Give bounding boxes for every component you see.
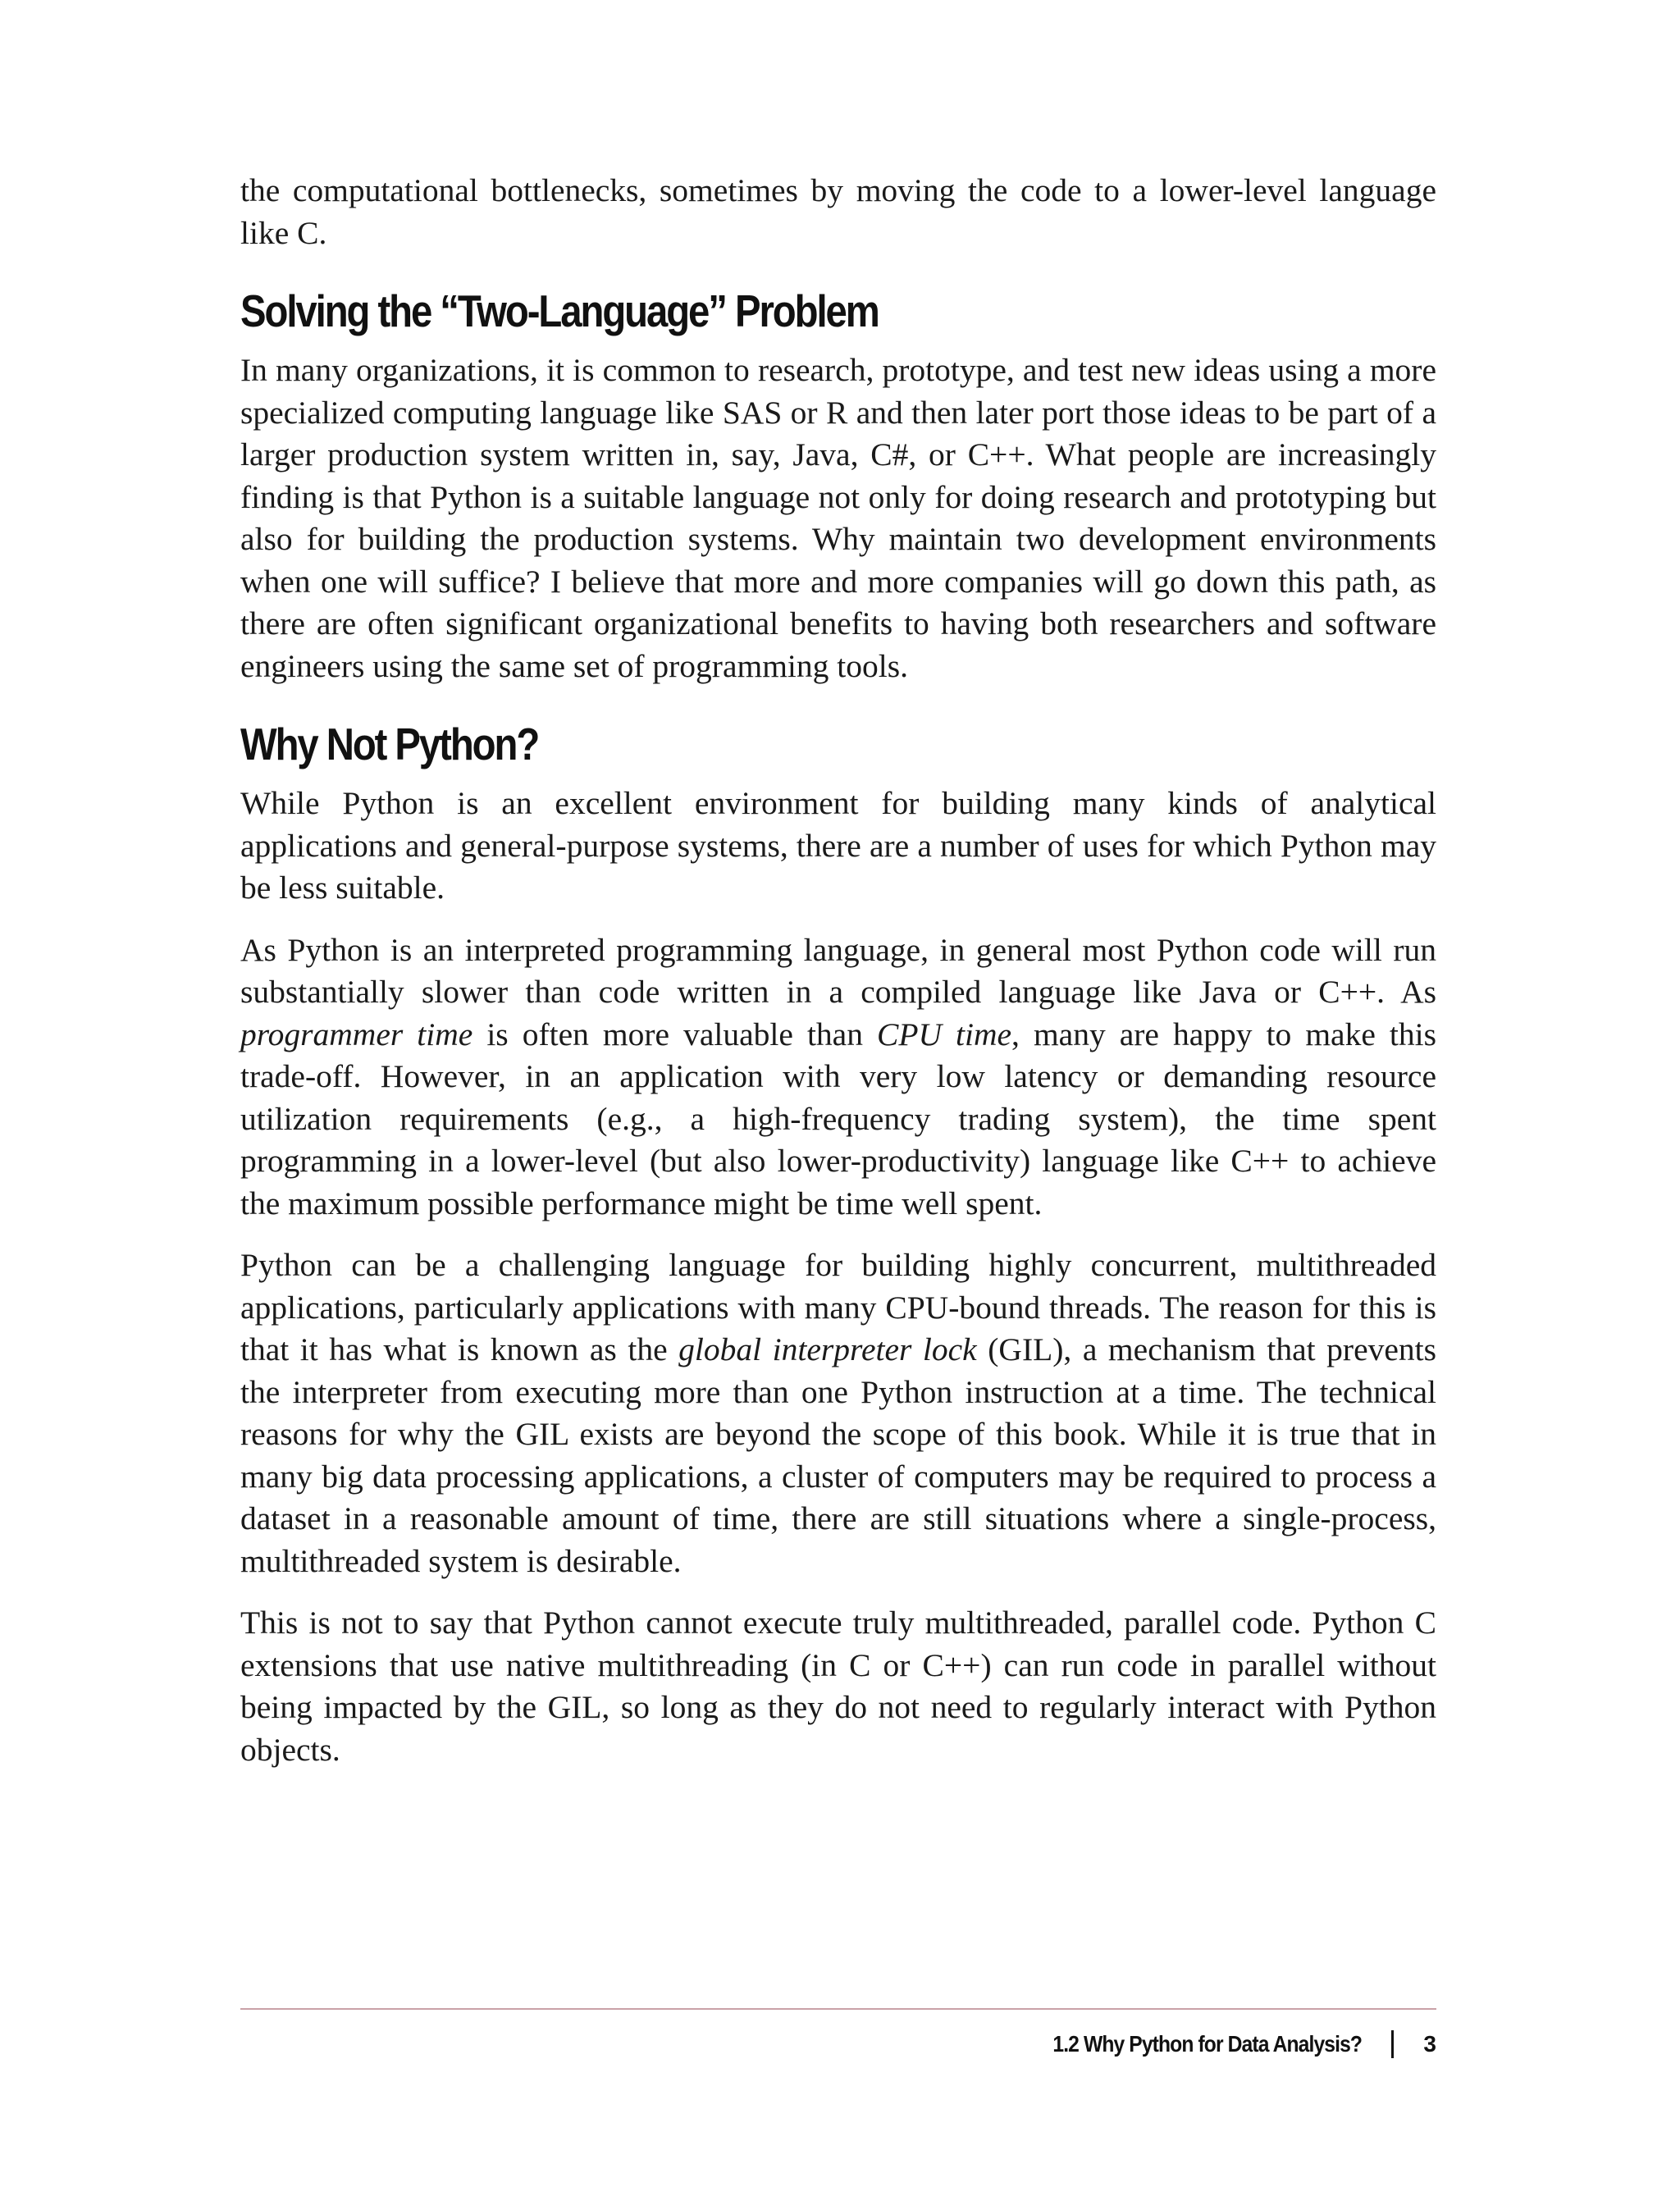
- text-run: Python can be a challenging language for building highly concurrent, multithreaded applications, particularly applications with many CPU-bound threads. The reason for this is that it has what is known as the: [240, 1247, 1436, 1367]
- text-run: As Python is an interpreted programming language, in general most Python code will run substantially slower than code written in a compiled language like Java or C++. As: [240, 931, 1436, 1010]
- page-footer: [1011, 2028, 1436, 2061]
- why-not-paragraph-2: [240, 929, 1436, 1226]
- section-heading-why-not-python: Why Not Python?: [240, 719, 539, 769]
- emphasis-gil: global interpreter lock: [678, 1331, 977, 1367]
- emphasis-cpu-time: CPU time: [876, 1016, 1012, 1052]
- footer-rule: [240, 2008, 1436, 2010]
- why-not-paragraph-4: This is not to say that Python cannot execute truly multithreaded, parallel code. Python C extensions that use native multithreading (in C or C++) can run code in parallel without being impacted by the GIL, so long as they do not need to regularly interact with Python objects.: [240, 1605, 1436, 1768]
- text-run: (GIL), a mechanism that prevents the interpreter from executing more than one Python instruction at a time. The technical reasons for why the GIL exists are beyond the scope of this book. While it is true that in many big data processing applications, a cluster of computers may be required to process a dataset in a reasonable amount of time, there are still situations where a single-process, multithreaded system is desirable.: [240, 1331, 1436, 1579]
- page-number: 3: [1423, 2031, 1436, 2057]
- emphasis-programmer-time: programmer time: [240, 1016, 473, 1052]
- footer-separator: [1391, 2030, 1394, 2058]
- why-not-paragraph-3: [240, 1244, 1436, 1582]
- section-heading-two-language: Solving the “Two-Language” Problem: [240, 285, 879, 336]
- intro-paragraph: the computational bottlenecks, sometimes by moving the code to a lower-level language like C.: [240, 172, 1436, 251]
- two-language-paragraph: In many organizations, it is common to research, prototype, and test new ideas using a more specialized computing language like SAS or R and then later port those ideas to be part of a larger production system written in, say, Java, C#, or C++. What people are increasingly finding is that Python is a suitable language not only for doing research and prototyping but also for building the production systems. Why maintain two development environments when one will suffice? I believe that more and more companies will go down this path, as there are often significant organizational benefits to having both researchers and software engineers using the same set of programming tools.: [240, 352, 1436, 684]
- why-not-paragraph-1: While Python is an excellent environment for building many kinds of analytical applications and general-purpose systems, there are a number of uses for which Python may be less suitable.: [240, 785, 1436, 906]
- text-run: is often more valuable than: [472, 1016, 877, 1052]
- page-content: [240, 170, 1436, 1791]
- text-run: , many are happy to make this trade-off. However, in an application with very low latency or demanding resource utilization requirements (e.g., a high-frequency trading system), the time spent programming in a lower-level (but also lower-productivity) language like C++ to achieve the maximum possible performance might be time well spent.: [240, 1016, 1436, 1221]
- running-head: 1.2 Why Python for Data Analysis?: [1052, 2031, 1363, 2057]
